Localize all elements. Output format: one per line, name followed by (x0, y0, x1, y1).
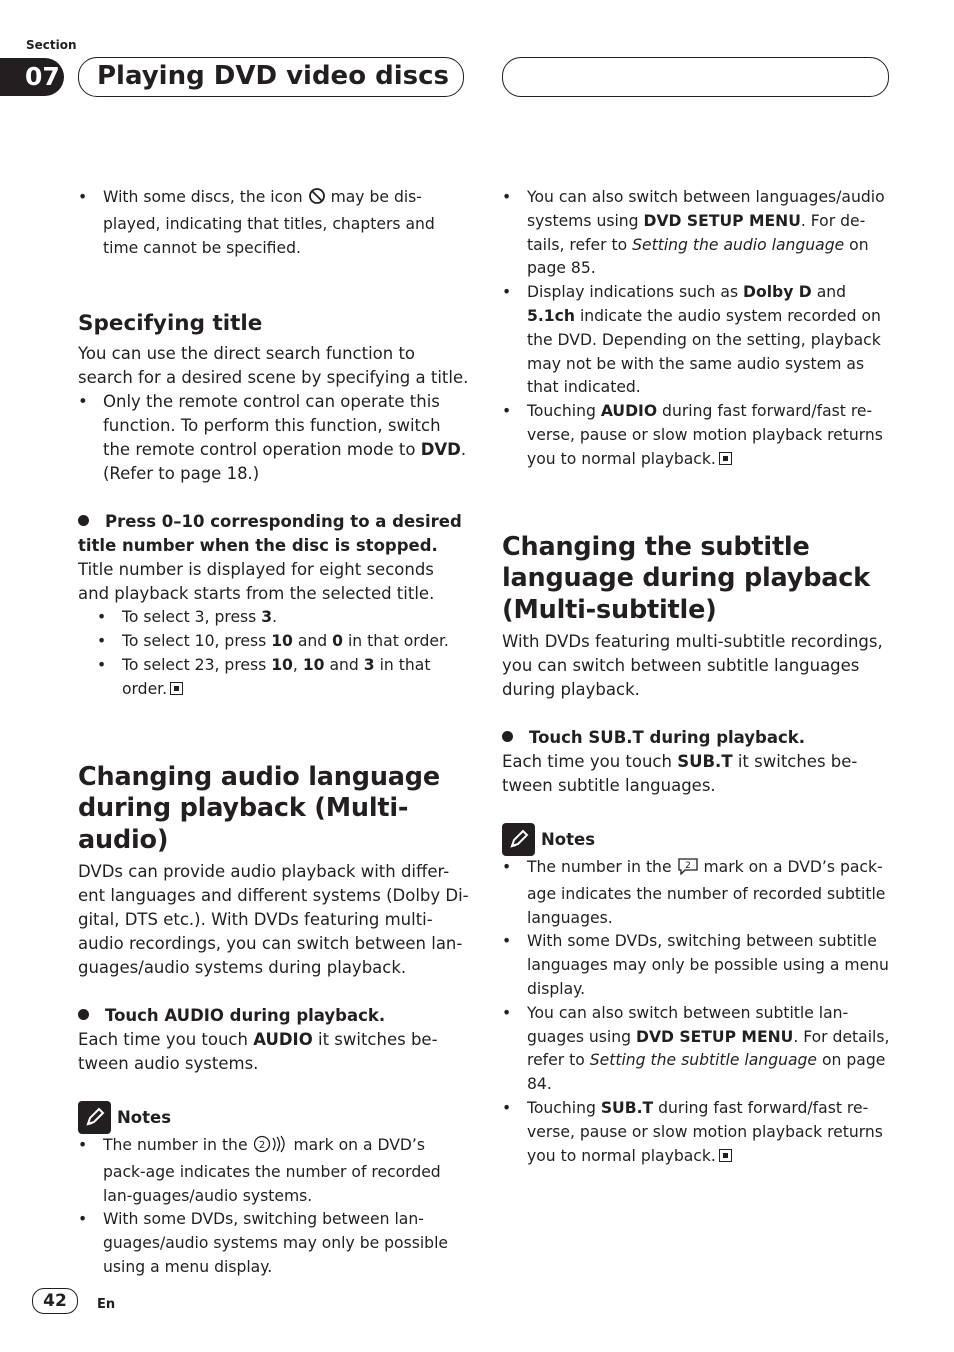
page-number: 42 (32, 1288, 78, 1314)
list-item: • The number in the 2 mark on a DVD’s pack-age indicates the number of recorded subtitle languages. (502, 856, 892, 930)
list-item: • You can also switch between subtitle lan-guages using DVD SETUP MENU. For details, refer to Setting the subtitle language on page 84. (502, 1002, 892, 1097)
notes-label: Notes (541, 829, 596, 849)
step-body: Each time you touch AUDIO it switches be-tween audio systems. (78, 1030, 438, 1074)
end-mark-icon (719, 452, 732, 465)
list-item: • To select 10, press 10 and 0 in that order. (78, 630, 470, 654)
svg-text:2: 2 (684, 861, 691, 872)
end-mark-icon (170, 682, 183, 695)
audio-notes-list (78, 1134, 470, 1280)
step-bullet-icon (78, 515, 89, 526)
subtitle-notes-list (502, 856, 892, 1168)
header-right-frame (502, 57, 889, 97)
list-item: • The number in the 2 mark on a DVD’s pack-age indicates the number of recorded lan-guages/audio systems. (78, 1134, 470, 1208)
multi-audio-body: DVDs can provide audio playback with differ-ent languages and different systems (Dolby Di-gital, DTS etc.). With DVDs featuring multi-audio recordings, you can switch between lan-guages/audio systems during playback. (78, 862, 469, 978)
svg-text:2: 2 (258, 1140, 265, 1152)
step-body: Each time you touch SUB.T it switches be-tween subtitle languages. (502, 752, 858, 796)
specifying-title-body: You can use the direct search function to search for a desired scene by specifying a title. (78, 344, 469, 388)
list-item: • Touching SUB.T during fast forward/fast re-verse, pause or slow motion playback returns you to normal playback. (502, 1097, 892, 1168)
text: may be dis-played, indicating that titles, chapters and time cannot be specified. (103, 188, 435, 257)
step-touch-subt: Touch SUB.T during playback. (502, 726, 892, 750)
intro-list (78, 186, 470, 260)
audio-languages-mark-icon (253, 1135, 289, 1161)
list-item: • With some DVDs, switching between lan-guages/audio systems may only be possible using a menu display. (78, 1208, 470, 1279)
list-item: • To select 23, press 10, 10 and 3 in that order. (78, 654, 470, 702)
step-bullet-icon (78, 1009, 89, 1020)
section-label: Section (26, 38, 77, 52)
chapter-title: Playing DVD video discs (97, 61, 449, 91)
specifying-title-heading: Specifying title (78, 311, 263, 337)
list-item: • Touching AUDIO during fast forward/fast re-verse, pause or slow motion playback returns you to normal playback. (502, 400, 892, 471)
end-mark-icon (719, 1149, 732, 1162)
multi-subtitle-heading: Changing the subtitle language during playback (Multi-subtitle) (502, 531, 870, 625)
pencil-icon (502, 823, 535, 856)
list-item: • You can also switch between languages/audio systems using DVD SETUP MENU. For de-tails, refer to Setting the audio language on page 85. (502, 186, 892, 281)
pencil-icon (78, 1101, 111, 1134)
step-body: Title number is displayed for eight seconds and playback starts from the selected title. (78, 560, 435, 604)
multi-audio-heading: Changing audio language during playback (Multi-audio) (78, 761, 440, 855)
audio-notes-continued-list (502, 186, 892, 472)
section-number-badge: 07 (0, 58, 64, 96)
prohibited-icon (308, 187, 326, 213)
notes-header (502, 822, 892, 856)
step-press-number: Press 0–10 corresponding to a desired title number when the disc is stopped. (78, 512, 462, 556)
list-item: • Display indications such as Dolby D and 5.1ch indicate the audio system recorded on the DVD. Depending on the setting, playback may not be with the same audio system as that indicated. (502, 281, 892, 400)
multi-subtitle-body: With DVDs featuring multi-subtitle recordings, you can switch between subtitle languages during playback. (502, 632, 883, 700)
text: With some discs, the icon (103, 188, 303, 206)
step-bullet-icon (502, 731, 513, 742)
step-touch-audio: Touch AUDIO during playback. (78, 1004, 470, 1028)
subtitle-languages-mark-icon (677, 857, 699, 883)
list-item (78, 186, 470, 260)
list-item: • Only the remote control can operate this function. To perform this function, switch the remote control operation mode to DVD. (Refer to page 18.) (78, 390, 470, 486)
notes-label: Notes (117, 1107, 172, 1127)
language-code: En (97, 1297, 116, 1312)
specifying-title-list (78, 390, 470, 486)
left-column (78, 186, 470, 1280)
right-column (502, 186, 892, 1168)
list-item: • To select 3, press 3. (78, 606, 470, 630)
list-item: • With some DVDs, switching between subtitle languages may only be possible using a menu display. (502, 930, 892, 1001)
notes-header (78, 1100, 470, 1134)
select-examples-list (78, 606, 470, 701)
